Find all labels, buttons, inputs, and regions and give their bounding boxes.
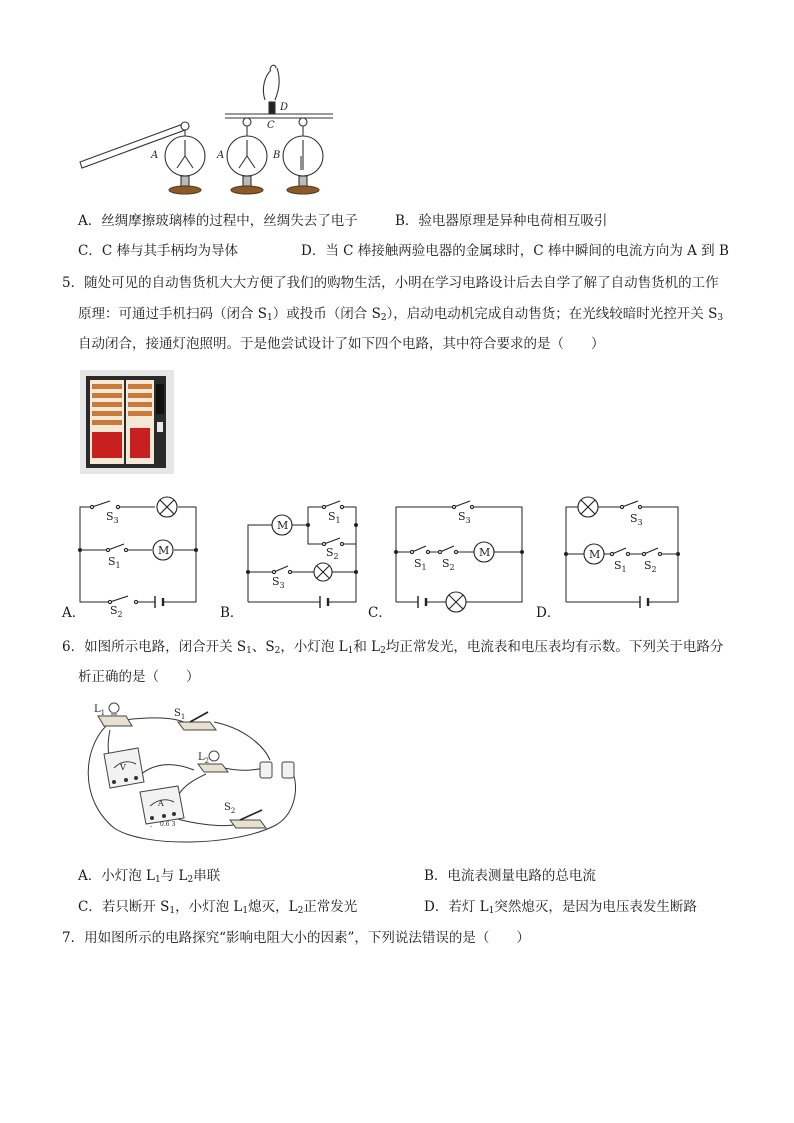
q4-option-d: D．当 C 棒接触两验电器的金属球时，C 棒中瞬间的电流方向为 A 到 B [301,243,729,259]
s1-label: $S_1$ [174,708,186,721]
q6-option-c: C．若只断开 $S_1$，小灯泡 $L_1$熄灭，$L_2$正常发光 [78,899,358,916]
ammeter-minus: - [150,823,153,830]
switch-s2 [230,810,266,828]
q6-circuit-figure [74,698,310,850]
s1-label: $S_1$ [414,557,427,572]
ammeter-scale: 0.6 3 [160,821,176,828]
electroscope-middle [227,118,267,194]
battery [260,762,294,778]
s2-label: $S_2$ [110,604,123,619]
s2-label: $S_2$ [442,557,455,572]
s3-label: $S_3$ [630,512,643,527]
circuit-b-label[interactable]: B． [220,605,244,621]
q4-option-a: A．丝绸摩擦玻璃棒的过程中，丝绸失去了电子 [78,213,358,229]
circuit-d-label[interactable]: D． [536,605,561,621]
q6-option-d: D．若灯 $L_1$突然熄灭，是因为电压表发生断路 [424,899,697,916]
q7-stem: 7．用如图所示的电路探究“影响电阻大小的因素”，下列说法错误的是（ ） [62,930,530,946]
circuit-d [556,492,688,624]
q4-electroscope-figure [75,60,335,200]
s2-label: $S_2$ [326,546,339,561]
q4-option-c: C．C 棒与其手柄均为导体 [78,243,238,259]
q6-option-b: B．电流表测量电路的总电流 [424,868,596,884]
motor-label: M [158,544,170,557]
l1-label: $L_1$ [94,704,106,717]
s1-label: $S_1$ [328,510,341,525]
ammeter-label: A [158,799,164,808]
s1-label: $S_1$ [108,555,121,570]
q5-stem-line3: 自动闭合，接通灯泡照明。于是他尝试设计了如下四个电路，其中符合要求的是（ ） [78,336,605,352]
motor-label: M [277,519,289,532]
circuit-a-label[interactable]: A． [62,605,86,621]
s3-label: $S_3$ [272,575,285,590]
circuit-b [232,492,372,624]
label-B: B [273,150,281,161]
circuit-c-label[interactable]: C． [368,605,392,621]
s1-label: $S_1$ [614,559,627,574]
vending-machine-photo [80,370,174,474]
electroscope-right [283,118,323,194]
voltmeter-label: V [120,763,126,772]
label-C: C [267,120,275,131]
electroscope-left [165,130,205,194]
label-A2: A [217,150,225,161]
q6-stem-line2: 析正确的是（ ） [78,669,200,685]
motor-label: M [589,548,601,561]
label-A1: A [151,150,159,161]
s2-label: $S_2$ [644,559,657,574]
q5-stem-line2: 原理：可通过手机扫码（闭合 $S_1$）或投币（闭合 $S_2$），启动电动机完成自动售货；在光线较暗时光控开关 $S_3$ [78,306,724,323]
q4-option-b: B．验电器原理是异种电荷相互吸引 [395,213,608,229]
label-D: D [280,102,289,113]
q6-option-a: A．小灯泡 $L_1$与 $L_2$串联 [78,868,221,885]
s3-label: $S_3$ [106,510,119,525]
q6-stem-line1: 6．如图所示电路，闭合开关 $S_1$、$S_2$，小灯泡 $L_1$和 $L_2$均正常发光，电流表和电压表均有示数。下列关于电路分 [62,639,724,656]
circuit-c [388,492,530,624]
s3-label: $S_3$ [458,510,471,525]
q5-stem-line1: 5．随处可见的自动售货机大大方便了我们的购物生活，小明在学习电路设计后去自学了解了自动售货机的工作 [62,275,719,291]
s2-label: $S_2$ [224,802,236,815]
motor-label: M [479,546,491,559]
l2-label: $L_2$ [198,752,210,765]
